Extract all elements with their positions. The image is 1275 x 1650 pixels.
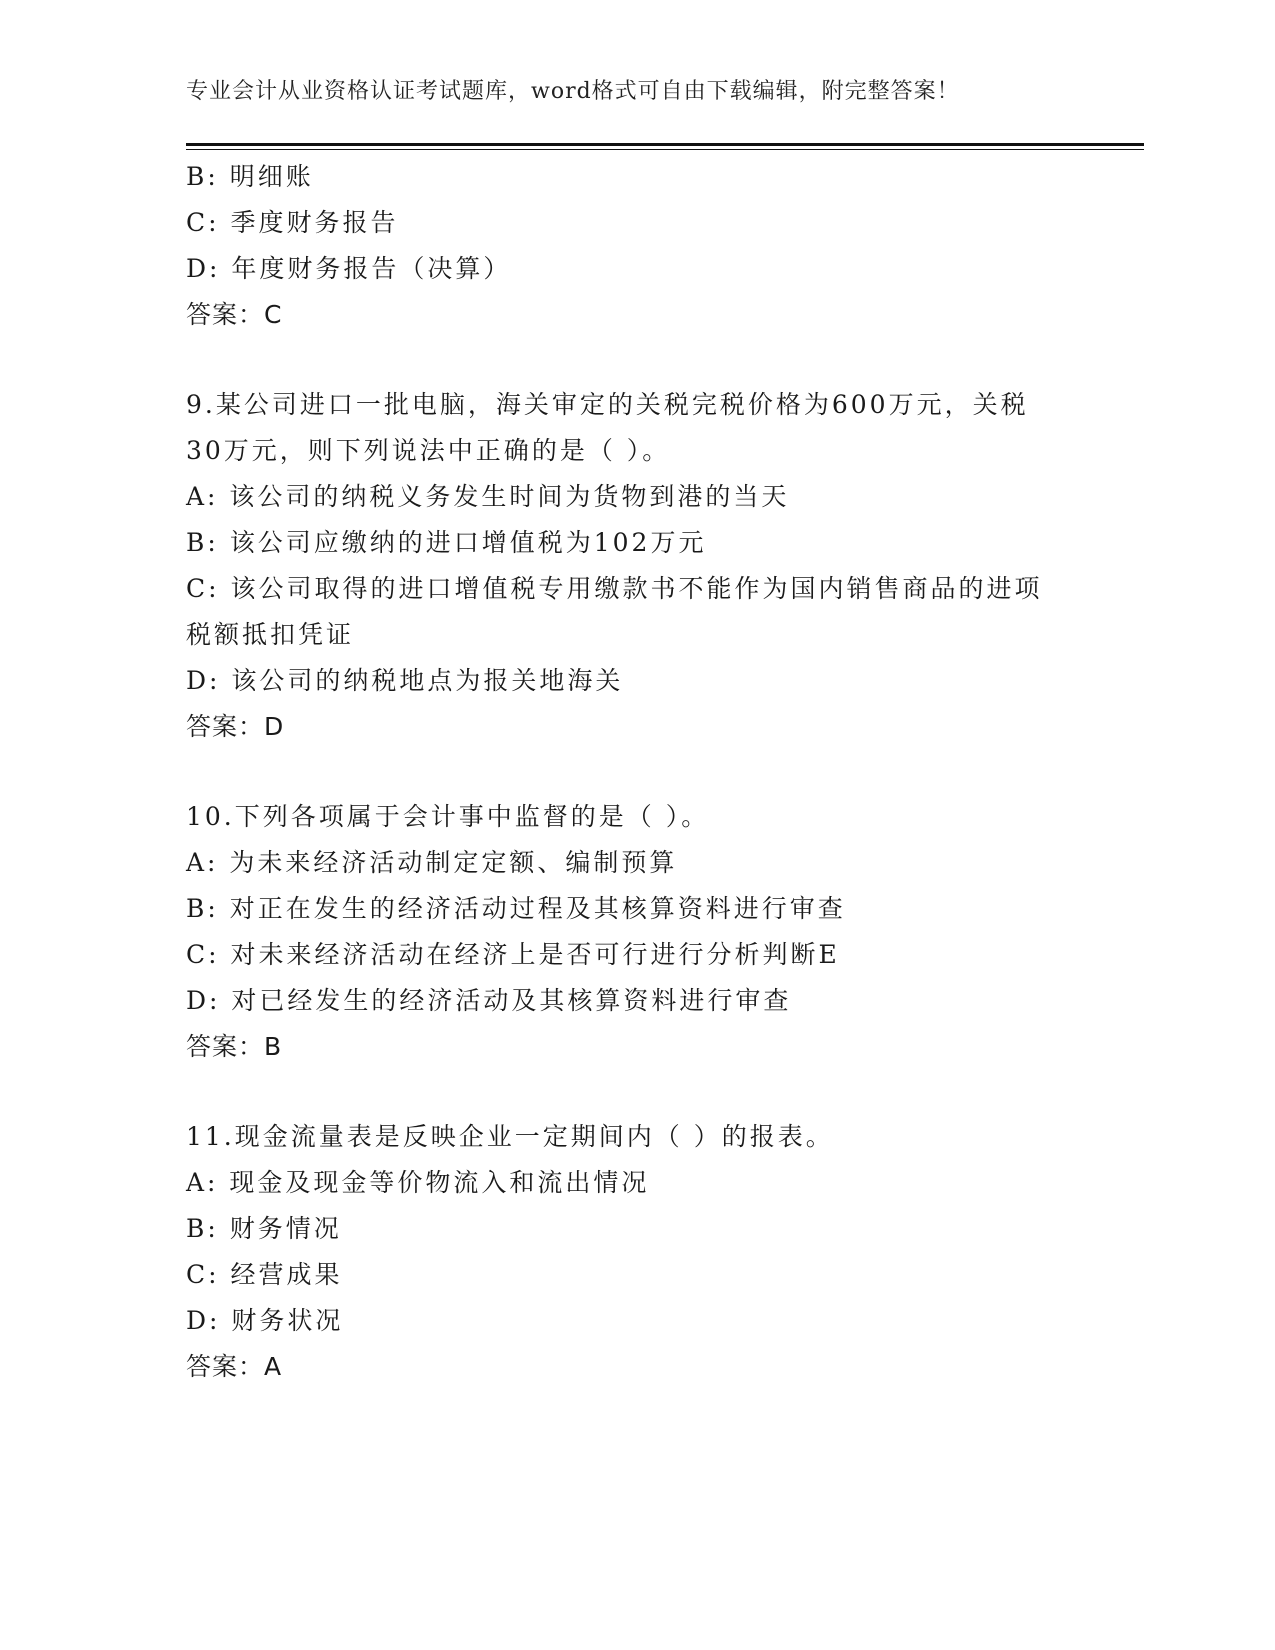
question-stem-continued: 30万元，则下列说法中正确的是（ ）。 [186, 436, 671, 465]
question-stem: 9.某公司进口一批电脑，海关审定的关税完税价格为600万元，关税 [186, 390, 1029, 419]
question-8-block [186, 154, 1086, 338]
question-stem: 11.现金流量表是反映企业一定期间内（ ）的报表。 [186, 1122, 834, 1151]
option-c: C: 对未来经济活动在经济上是否可行进行分析判断E [186, 940, 840, 969]
option-d: D: 年度财务报告（决算） [186, 254, 512, 283]
answer-line: 答案：D [186, 712, 285, 741]
option-d: D: 对已经发生的经济活动及其核算资料进行审查 [186, 986, 792, 1015]
spacer [186, 338, 1086, 382]
document-body [186, 154, 1086, 1390]
page-header: 专业会计从业资格认证考试题库，word格式可自由下载编辑，附完整答案！ [186, 79, 960, 104]
option-b: B: 对正在发生的经济活动过程及其核算资料进行审查 [186, 894, 846, 923]
option-c: C: 经营成果 [186, 1260, 343, 1289]
option-b: B: 该公司应缴纳的进口增值税为102万元 [186, 528, 707, 557]
option-a: A: 现金及现金等价物流入和流出情况 [186, 1168, 650, 1197]
option-d: D: 财务状况 [186, 1306, 344, 1335]
option-b: B: 财务情况 [186, 1214, 342, 1243]
option-c: C: 季度财务报告 [186, 208, 399, 237]
question-stem: 10.下列各项属于会计事中监督的是（ ）。 [186, 802, 710, 831]
option-a: A: 为未来经济活动制定定额、编制预算 [186, 848, 678, 877]
answer-line: 答案：B [186, 1032, 283, 1061]
spacer [186, 750, 1086, 794]
question-9-block [186, 382, 1086, 750]
option-a: A: 该公司的纳税义务发生时间为货物到港的当天 [186, 482, 790, 511]
answer-line: 答案：C [186, 300, 283, 329]
answer-line: 答案：A [186, 1352, 283, 1381]
header-divider-thick [186, 143, 1144, 146]
question-10-block [186, 794, 1086, 1070]
option-b: B: 明细账 [186, 162, 314, 191]
spacer [186, 1070, 1086, 1114]
question-11-block [186, 1114, 1086, 1390]
option-c-continued: 税额抵扣凭证 [186, 620, 355, 649]
option-c: C: 该公司取得的进口增值税专用缴款书不能作为国内销售商品的进项 [186, 574, 1043, 603]
header-divider-thin [186, 149, 1144, 150]
option-d: D: 该公司的纳税地点为报关地海关 [186, 666, 624, 695]
